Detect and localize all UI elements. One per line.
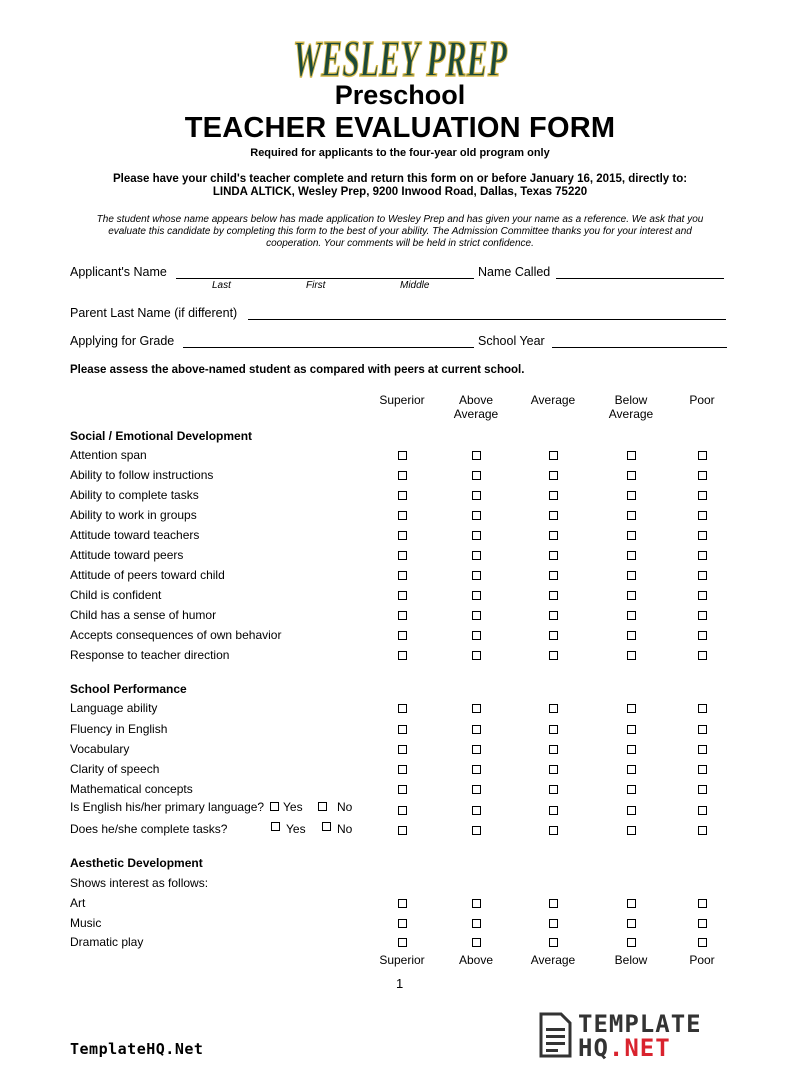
row-attention-span-average-checkbox[interactable] — [549, 451, 558, 460]
row-dramatic-play-poor-checkbox[interactable] — [698, 938, 707, 947]
row-complete-tasks-average-checkbox[interactable] — [549, 826, 558, 835]
row-label-clarity-of-speech: Clarity of speech — [70, 762, 160, 776]
row-accepts-consequences-of-own-behavior-average-checkbox[interactable] — [549, 631, 558, 640]
row-label-dramatic-play: Dramatic play — [70, 935, 144, 949]
row-ability-to-complete-tasks-superior-checkbox[interactable] — [398, 491, 407, 500]
brand-hq: HQ — [578, 1034, 609, 1062]
row-music-below-average-checkbox[interactable] — [627, 919, 636, 928]
row-language-ability-superior-checkbox[interactable] — [398, 704, 407, 713]
brand-net: .NET — [608, 1034, 671, 1062]
row-label-response-to-teacher-direction: Response to teacher direction — [70, 648, 230, 662]
row-label-child-has-a-sense-of-humor: Child has a sense of humor — [70, 608, 217, 622]
row-ability-to-follow-instructions-superior-checkbox[interactable] — [398, 471, 407, 480]
row-attention-span-above-average-checkbox[interactable] — [472, 451, 481, 460]
brand-line-2 — [578, 1034, 671, 1062]
row-child-is-confident-superior-checkbox[interactable] — [398, 591, 407, 600]
section-social-emotional: Social / Emotional Development — [70, 429, 253, 443]
complete-tasks-no-checkbox[interactable] — [322, 822, 331, 831]
row-accepts-consequences-of-own-behavior-poor-checkbox[interactable] — [698, 631, 707, 640]
logo-text: WESLEY PREP — [293, 31, 508, 88]
row-label-art: Art — [70, 896, 86, 910]
row-ability-to-follow-instructions-below-average-checkbox[interactable] — [627, 471, 636, 480]
row-label-ability-to-work-in-groups: Ability to work in groups — [70, 508, 197, 522]
row-english-primary-above-average-checkbox[interactable] — [472, 806, 481, 815]
row-fluency-in-english-poor-checkbox[interactable] — [698, 725, 707, 734]
brand-line-1: TEMPLATE — [578, 1010, 702, 1038]
row-response-to-teacher-direction-superior-checkbox[interactable] — [398, 651, 407, 660]
footer-column-poor: Poor — [689, 953, 715, 967]
row-clarity-of-speech-below-average-checkbox[interactable] — [627, 765, 636, 774]
row-fluency-in-english-below-average-checkbox[interactable] — [627, 725, 636, 734]
row-label-attitude-toward-peers: Attitude toward peers — [70, 548, 184, 562]
applying-grade-line[interactable] — [183, 347, 474, 348]
row-response-to-teacher-direction-average-checkbox[interactable] — [549, 651, 558, 660]
row-attitude-of-peers-toward-child-poor-checkbox[interactable] — [698, 571, 707, 580]
row-ability-to-work-in-groups-above-average-checkbox[interactable] — [472, 511, 481, 520]
row-label-accepts-consequences-of-own-behavior: Accepts consequences of own behavior — [70, 628, 282, 642]
row-dramatic-play-below-average-checkbox[interactable] — [627, 938, 636, 947]
required-note: Required for applicants to the four-year old program only — [250, 147, 550, 159]
row-ability-to-work-in-groups-average-checkbox[interactable] — [549, 511, 558, 520]
wesley-prep-logo — [288, 16, 512, 88]
row-music-average-checkbox[interactable] — [549, 919, 558, 928]
row-ability-to-complete-tasks-poor-checkbox[interactable] — [698, 491, 707, 500]
row-complete-tasks-below-average-checkbox[interactable] — [627, 826, 636, 835]
intro-line-2: evaluate this candidate by completing this form to the best of your ability. The Admission Committee thanks you for your interest and — [108, 226, 692, 237]
row-mathematical-concepts-above-average-checkbox[interactable] — [472, 785, 481, 794]
english-primary-yes-checkbox[interactable] — [270, 802, 279, 811]
intro-paragraph — [70, 214, 730, 250]
row-art-superior-checkbox[interactable] — [398, 899, 407, 908]
column-header-superior: Superior — [379, 393, 425, 407]
row-attitude-of-peers-toward-child-below-average-checkbox[interactable] — [627, 571, 636, 580]
complete-tasks-question: Does he/she complete tasks? — [70, 822, 228, 836]
name-called-line[interactable] — [556, 278, 724, 279]
row-clarity-of-speech-superior-checkbox[interactable] — [398, 765, 407, 774]
row-response-to-teacher-direction-above-average-checkbox[interactable] — [472, 651, 481, 660]
column-header-average: Average — [530, 393, 576, 407]
row-accepts-consequences-of-own-behavior-below-average-checkbox[interactable] — [627, 631, 636, 640]
row-attention-span-below-average-checkbox[interactable] — [627, 451, 636, 460]
row-accepts-consequences-of-own-behavior-above-average-checkbox[interactable] — [472, 631, 481, 640]
section-school-performance: School Performance — [70, 682, 187, 696]
row-label-child-is-confident: Child is confident — [70, 588, 162, 602]
form-title: TEACHER EVALUATION FORM — [184, 112, 616, 144]
row-attitude-toward-teachers-average-checkbox[interactable] — [549, 531, 558, 540]
row-label-ability-to-follow-instructions: Ability to follow instructions — [70, 468, 214, 482]
row-response-to-teacher-direction-poor-checkbox[interactable] — [698, 651, 707, 660]
row-english-primary-poor-checkbox[interactable] — [698, 806, 707, 815]
row-child-is-confident-below-average-checkbox[interactable] — [627, 591, 636, 600]
row-ability-to-follow-instructions-average-checkbox[interactable] — [549, 471, 558, 480]
row-vocabulary-above-average-checkbox[interactable] — [472, 745, 481, 754]
row-attention-span-superior-checkbox[interactable] — [398, 451, 407, 460]
row-label-language-ability: Language ability — [70, 701, 158, 715]
row-attitude-of-peers-toward-child-superior-checkbox[interactable] — [398, 571, 407, 580]
row-music-above-average-checkbox[interactable] — [472, 919, 481, 928]
parent-last-name-label: Parent Last Name (if different) — [70, 306, 238, 320]
applying-grade-label: Applying for Grade — [70, 334, 175, 348]
row-dramatic-play-average-checkbox[interactable] — [549, 938, 558, 947]
english-primary-no-label: No — [337, 800, 353, 814]
row-art-above-average-checkbox[interactable] — [472, 899, 481, 908]
row-child-has-a-sense-of-humor-poor-checkbox[interactable] — [698, 611, 707, 620]
row-music-poor-checkbox[interactable] — [698, 919, 707, 928]
column-header-below-average: Below Average — [608, 393, 654, 421]
instruction-line-1: Please have your child's teacher complete and return this form on or before January 16, 2015, directly to: — [112, 173, 688, 185]
row-label-vocabulary: Vocabulary — [70, 742, 130, 756]
english-primary-question: Is English his/her primary language? — [70, 800, 265, 814]
name-last-label: Last — [212, 280, 231, 291]
row-ability-to-complete-tasks-average-checkbox[interactable] — [549, 491, 558, 500]
row-complete-tasks-above-average-checkbox[interactable] — [472, 826, 481, 835]
row-english-primary-below-average-checkbox[interactable] — [627, 806, 636, 815]
row-label-fluency-in-english: Fluency in English — [70, 722, 168, 736]
row-complete-tasks-poor-checkbox[interactable] — [698, 826, 707, 835]
row-child-is-confident-average-checkbox[interactable] — [549, 591, 558, 600]
row-child-has-a-sense-of-humor-below-average-checkbox[interactable] — [627, 611, 636, 620]
complete-tasks-yes-label: Yes — [286, 822, 306, 836]
row-english-primary-superior-checkbox[interactable] — [398, 806, 407, 815]
row-child-has-a-sense-of-humor-average-checkbox[interactable] — [549, 611, 558, 620]
intro-line-1: The student whose name appears below has made application to Wesley Prep and has given your name as a reference. We ask that you — [96, 214, 704, 225]
row-clarity-of-speech-average-checkbox[interactable] — [549, 765, 558, 774]
row-accepts-consequences-of-own-behavior-superior-checkbox[interactable] — [398, 631, 407, 640]
document-icon — [537, 1012, 573, 1058]
row-ability-to-work-in-groups-below-average-checkbox[interactable] — [627, 511, 636, 520]
row-music-superior-checkbox[interactable] — [398, 919, 407, 928]
english-primary-no-checkbox[interactable] — [318, 802, 327, 811]
row-english-primary-average-checkbox[interactable] — [549, 806, 558, 815]
page-number: 1 — [396, 976, 404, 991]
row-clarity-of-speech-poor-checkbox[interactable] — [698, 765, 707, 774]
row-mathematical-concepts-poor-checkbox[interactable] — [698, 785, 707, 794]
row-vocabulary-below-average-checkbox[interactable] — [627, 745, 636, 754]
row-complete-tasks-superior-checkbox[interactable] — [398, 826, 407, 835]
row-label-attention-span: Attention span — [70, 448, 147, 462]
row-ability-to-work-in-groups-superior-checkbox[interactable] — [398, 511, 407, 520]
column-header-poor: Poor — [689, 393, 715, 407]
section-aesthetic-development: Aesthetic Development — [70, 856, 203, 870]
row-fluency-in-english-average-checkbox[interactable] — [549, 725, 558, 734]
row-child-has-a-sense-of-humor-above-average-checkbox[interactable] — [472, 611, 481, 620]
name-middle-label: Middle — [400, 280, 430, 291]
row-language-ability-above-average-checkbox[interactable] — [472, 704, 481, 713]
school-year-label: School Year — [478, 334, 545, 348]
row-art-below-average-checkbox[interactable] — [627, 899, 636, 908]
row-mathematical-concepts-superior-checkbox[interactable] — [398, 785, 407, 794]
row-ability-to-complete-tasks-above-average-checkbox[interactable] — [472, 491, 481, 500]
row-attitude-toward-peers-above-average-checkbox[interactable] — [472, 551, 481, 560]
row-label-music: Music — [70, 916, 102, 930]
aesthetic-note: Shows interest as follows: — [70, 876, 209, 890]
row-attitude-toward-teachers-below-average-checkbox[interactable] — [627, 531, 636, 540]
row-label-mathematical-concepts: Mathematical concepts — [70, 782, 193, 796]
footer-column-superior: Superior — [379, 953, 425, 967]
row-attitude-toward-peers-average-checkbox[interactable] — [549, 551, 558, 560]
row-clarity-of-speech-above-average-checkbox[interactable] — [472, 765, 481, 774]
row-attitude-of-peers-toward-child-above-average-checkbox[interactable] — [472, 571, 481, 580]
row-fluency-in-english-superior-checkbox[interactable] — [398, 725, 407, 734]
row-art-poor-checkbox[interactable] — [698, 899, 707, 908]
instructions — [0, 173, 800, 199]
footer-column-below-average: Below — [614, 953, 648, 967]
instruction-line-2: LINDA ALTICK, Wesley Prep, 9200 Inwood Road, Dallas, Texas 75220 — [212, 186, 588, 198]
row-vocabulary-superior-checkbox[interactable] — [398, 745, 407, 754]
assess-prompt: Please assess the above-named student as compared with peers at current school. — [70, 364, 525, 376]
row-attitude-toward-teachers-poor-checkbox[interactable] — [698, 531, 707, 540]
row-ability-to-follow-instructions-above-average-checkbox[interactable] — [472, 471, 481, 480]
row-label-ability-to-complete-tasks: Ability to complete tasks — [70, 488, 199, 502]
english-primary-yes-label: Yes — [283, 800, 303, 814]
row-language-ability-poor-checkbox[interactable] — [698, 704, 707, 713]
row-attitude-toward-peers-below-average-checkbox[interactable] — [627, 551, 636, 560]
complete-tasks-yes-checkbox[interactable] — [271, 822, 280, 831]
row-mathematical-concepts-average-checkbox[interactable] — [549, 785, 558, 794]
complete-tasks-no-label: No — [337, 822, 353, 836]
row-mathematical-concepts-below-average-checkbox[interactable] — [627, 785, 636, 794]
row-vocabulary-average-checkbox[interactable] — [549, 745, 558, 754]
row-label-attitude-of-peers-toward-child: Attitude of peers toward child — [70, 568, 225, 582]
subtitle-preschool: Preschool — [334, 80, 466, 110]
row-response-to-teacher-direction-below-average-checkbox[interactable] — [627, 651, 636, 660]
row-attitude-toward-teachers-superior-checkbox[interactable] — [398, 531, 407, 540]
row-dramatic-play-superior-checkbox[interactable] — [398, 938, 407, 947]
row-child-is-confident-above-average-checkbox[interactable] — [472, 591, 481, 600]
parent-last-name-line[interactable] — [248, 319, 726, 320]
row-attention-span-poor-checkbox[interactable] — [698, 451, 707, 460]
row-attitude-of-peers-toward-child-average-checkbox[interactable] — [549, 571, 558, 580]
intro-line-3: cooperation. Your comments will be held in strict confidence. — [266, 238, 534, 249]
row-attitude-toward-peers-poor-checkbox[interactable] — [698, 551, 707, 560]
footer-column-above-average: Above — [458, 953, 494, 967]
name-first-label: First — [306, 280, 326, 291]
row-attitude-toward-peers-superior-checkbox[interactable] — [398, 551, 407, 560]
footer-site-text: TemplateHQ.Net — [70, 1040, 204, 1058]
row-art-average-checkbox[interactable] — [549, 899, 558, 908]
row-dramatic-play-above-average-checkbox[interactable] — [472, 938, 481, 947]
row-ability-to-follow-instructions-poor-checkbox[interactable] — [698, 471, 707, 480]
applicant-name-line[interactable] — [176, 278, 474, 279]
column-header-above-average: Above Average — [453, 393, 499, 421]
name-called-label: Name Called — [478, 265, 551, 279]
row-child-has-a-sense-of-humor-superior-checkbox[interactable] — [398, 611, 407, 620]
row-language-ability-below-average-checkbox[interactable] — [627, 704, 636, 713]
row-vocabulary-poor-checkbox[interactable] — [698, 745, 707, 754]
applicant-name-label: Applicant's Name — [70, 265, 167, 279]
school-year-line[interactable] — [552, 347, 727, 348]
row-ability-to-work-in-groups-poor-checkbox[interactable] — [698, 511, 707, 520]
row-child-is-confident-poor-checkbox[interactable] — [698, 591, 707, 600]
row-label-attitude-toward-teachers: Attitude toward teachers — [70, 528, 200, 542]
row-language-ability-average-checkbox[interactable] — [549, 704, 558, 713]
row-attitude-toward-teachers-above-average-checkbox[interactable] — [472, 531, 481, 540]
row-ability-to-complete-tasks-below-average-checkbox[interactable] — [627, 491, 636, 500]
row-fluency-in-english-above-average-checkbox[interactable] — [472, 725, 481, 734]
footer-column-average: Average — [530, 953, 576, 967]
